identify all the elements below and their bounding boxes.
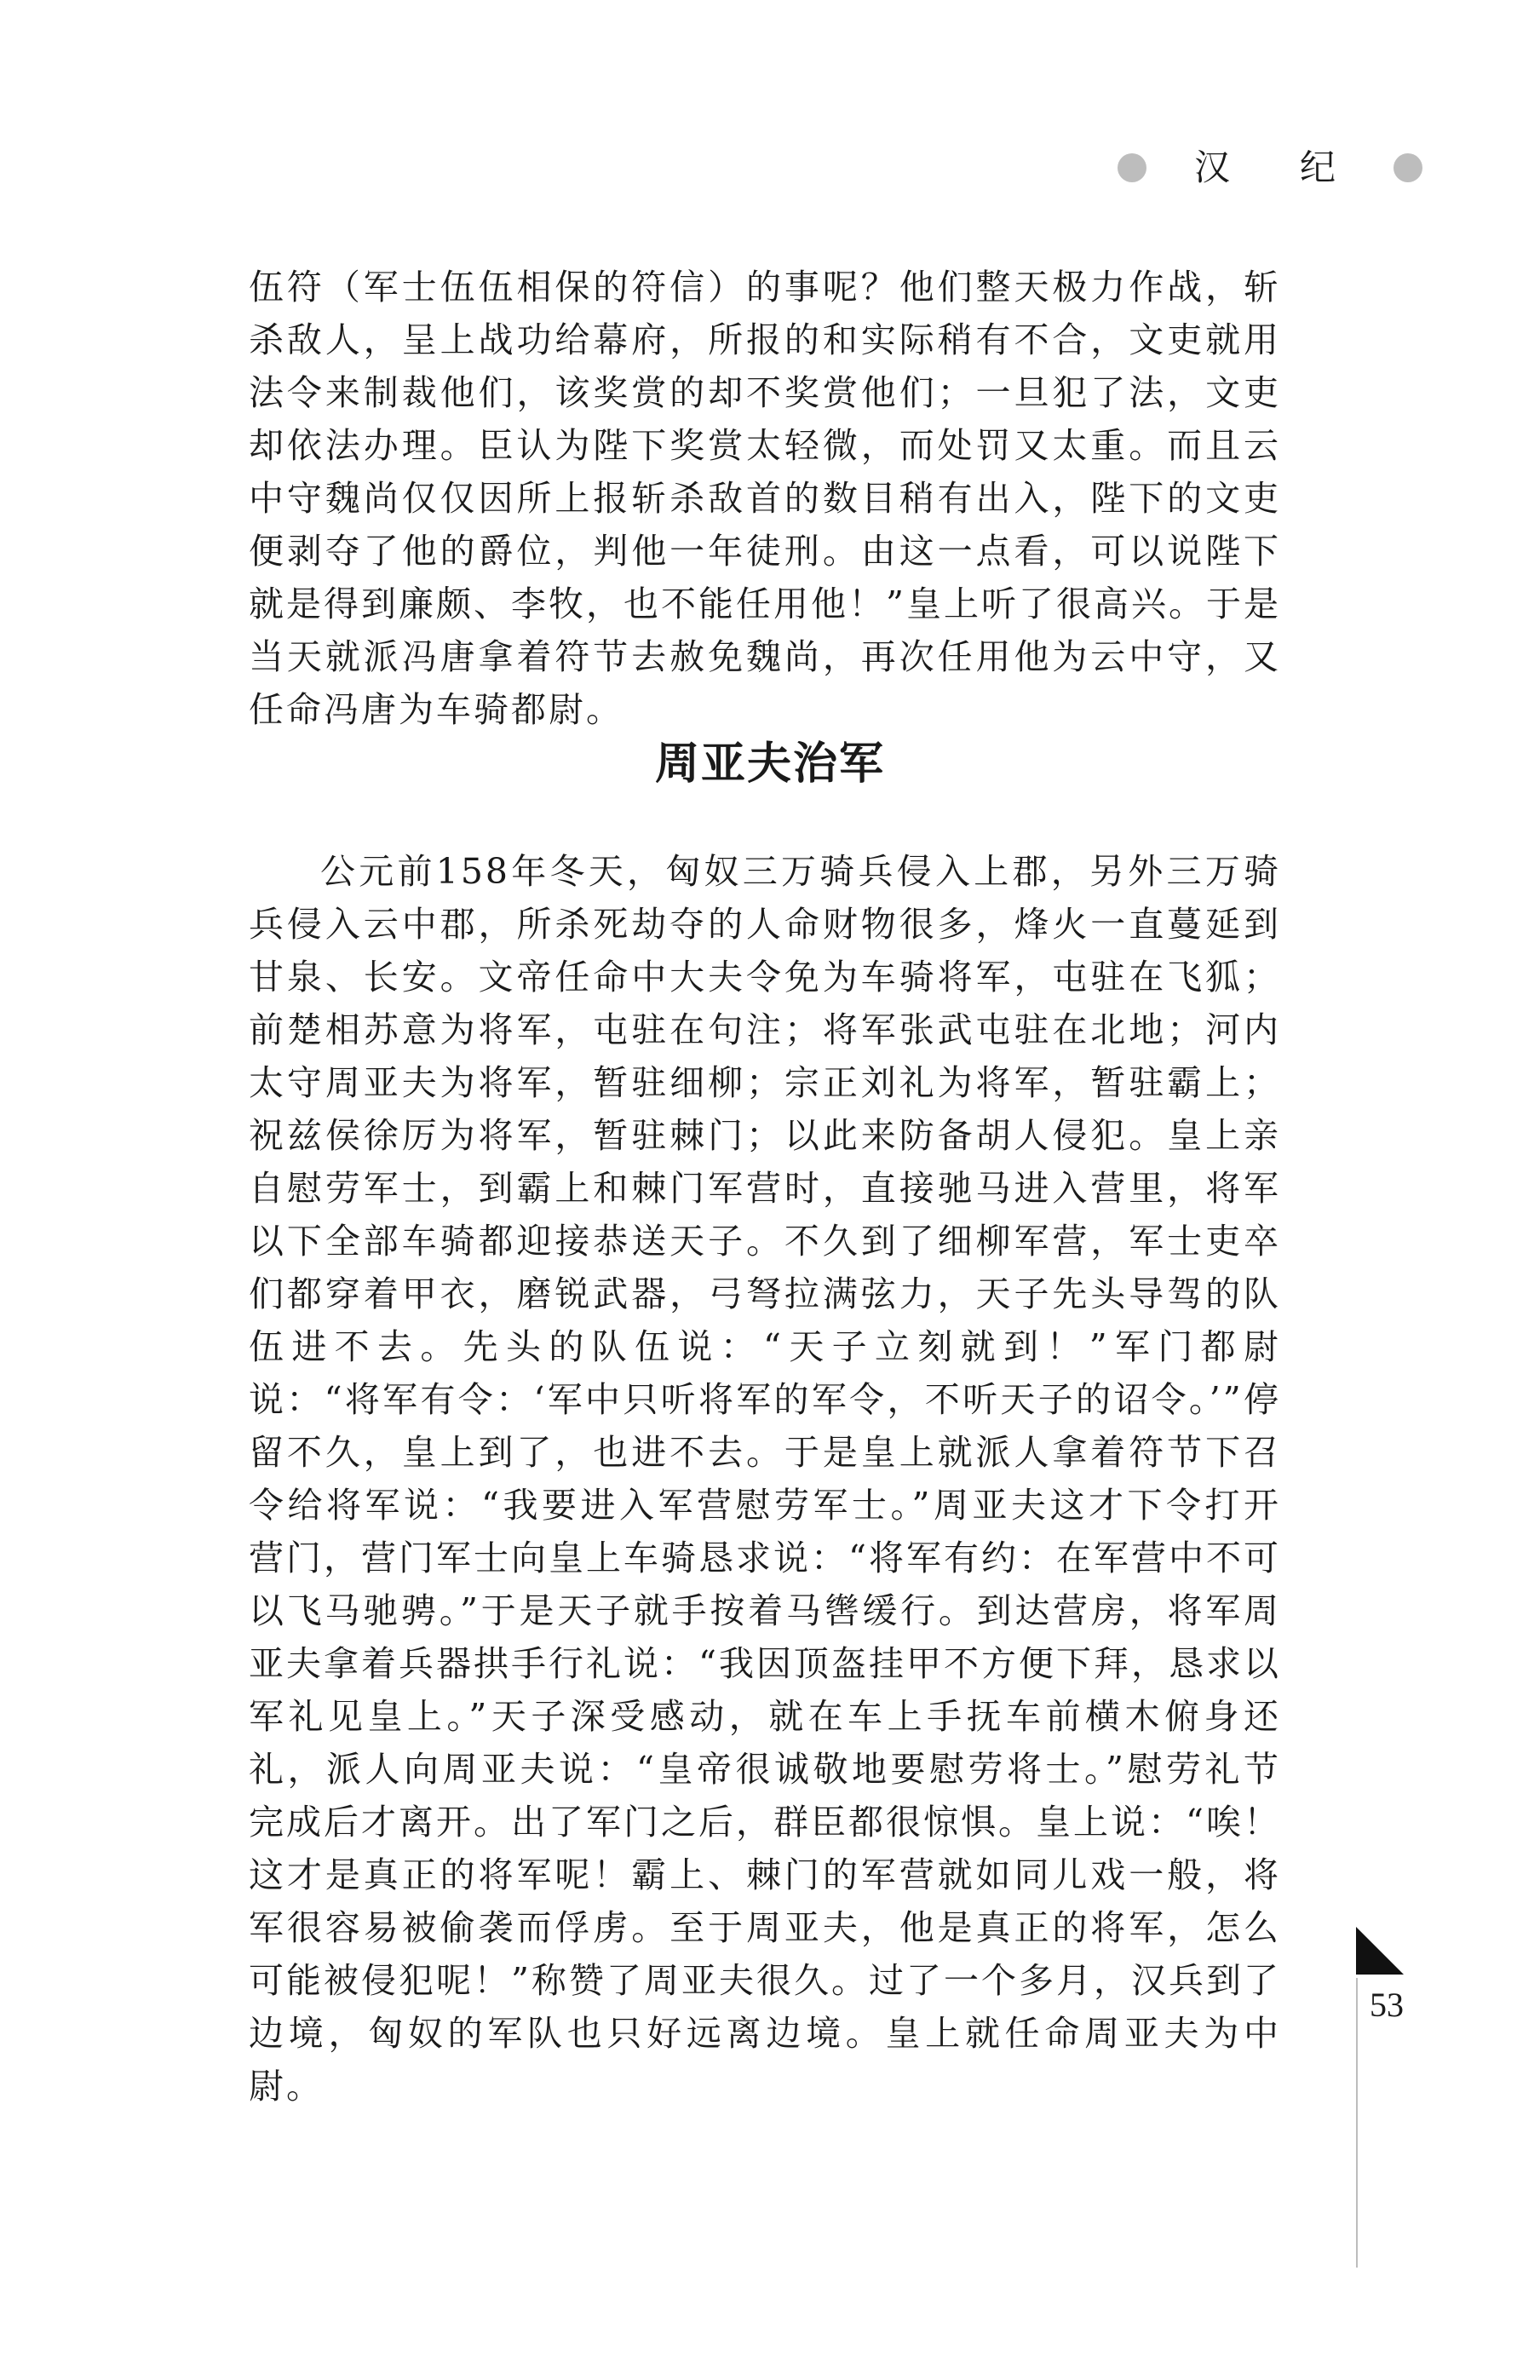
paragraph: 公元前158年冬天，匈奴三万骑兵侵入上郡，另外三万骑兵侵入云中郡，所杀死劫夺的人命财物很多，烽火一直蔓延到甘泉、长安。文帝任命中大夫令免为车骑将军，屯驻在飞狐；前楚相苏意为将军，屯驻在句注；将军张武屯驻在北地；河内太守周亚夫为将军，暂驻细柳；宗正刘礼为将军，暂驻霸上；祝兹侯徐厉为将军，暂驻棘门；以此来防备胡人侵犯。皇上亲自慰劳军士，到霸上和棘门军营时，直接驰马进入营里，将军以下全部车骑都迎接恭送天子。不久到了细柳军营，军士吏卒们都穿着甲衣，磨锐武器，弓弩拉满弦力，天子先头导驾的队伍进不去。先头的队伍说：“天子立刻就到！”军门都尉说：“将军有令：‘军中只听将军的军令，不听天子的诏令。’”停留不久，皇上到了，也进不去。于是皇上就派人拿着符节下召令给将军说：“我要进入军营慰劳军士。”周亚夫这才下令打开营门，营门军士向皇上车骑恳求说：“将军有约：在军营中不可以飞马驰骋。”于是天子就手按着马辔缓行。到达营房，将军周亚夫拿着兵器拱手行礼说：“我因顶盔挂甲不方便下拜，恳求以军礼见皇上。”天子深受感动，就在车上手抚车前横木俯身还礼，派人向周亚夫说：“皇帝很诚敬地要慰劳将士。”慰劳礼节完成后才离开。出了军门之后，群臣都很惊惧。皇上说：“唉！这才是真正的将军呢！霸上、棘门的军营就如同儿戏一般，将军很容易被偷袭而俘虏。至于周亚夫，他是真正的将军，怎么可能被侵犯呢！”称赞了周亚夫很久。过了一个多月，汉兵到了边境，匈奴的军队也只好远离边境。皇上就任命周亚夫为中尉。 [249, 851, 1281, 2107]
paragraph: 伍符（军士伍伍相保的符信）的事呢？他们整天极力作战，斩杀敌人，呈上战功给幕府，所报的和实际稍有不合，文吏就用法令来制裁他们，该奖赏的却不奖赏他们；一旦犯了法，文吏却依法办理。臣认为陛下奖赏太轻微，而处罚又太重。而且云中守魏尚仅仅因所上报斩杀敌首的数目稍有出入，陛下的文吏便剥夺了他的爵位，判他一年徒刑。由这一点看，可以说陛下就是得到廉颇、李牧，也不能任用他！”皇上听了很高兴。于是当天就派冯唐拿着符节去赦免魏尚，再次任用他为云中守，又任命冯唐为车骑都尉。 [249, 267, 1281, 730]
text-block-top [249, 261, 1281, 736]
page-number: 53 [1370, 1986, 1404, 2024]
text-block-section [249, 845, 1281, 2113]
running-head [1107, 143, 1431, 194]
running-head-char-2: 纪 [1300, 147, 1336, 188]
running-head-char-1: 汉 [1194, 147, 1231, 188]
header-dot-left-icon [1118, 153, 1146, 182]
section-title: 周亚夫治军 [654, 739, 885, 790]
margin-rule [1356, 1978, 1358, 2268]
margin-tab-triangle-icon [1356, 1927, 1404, 1975]
header-dot-right-icon [1393, 153, 1422, 182]
